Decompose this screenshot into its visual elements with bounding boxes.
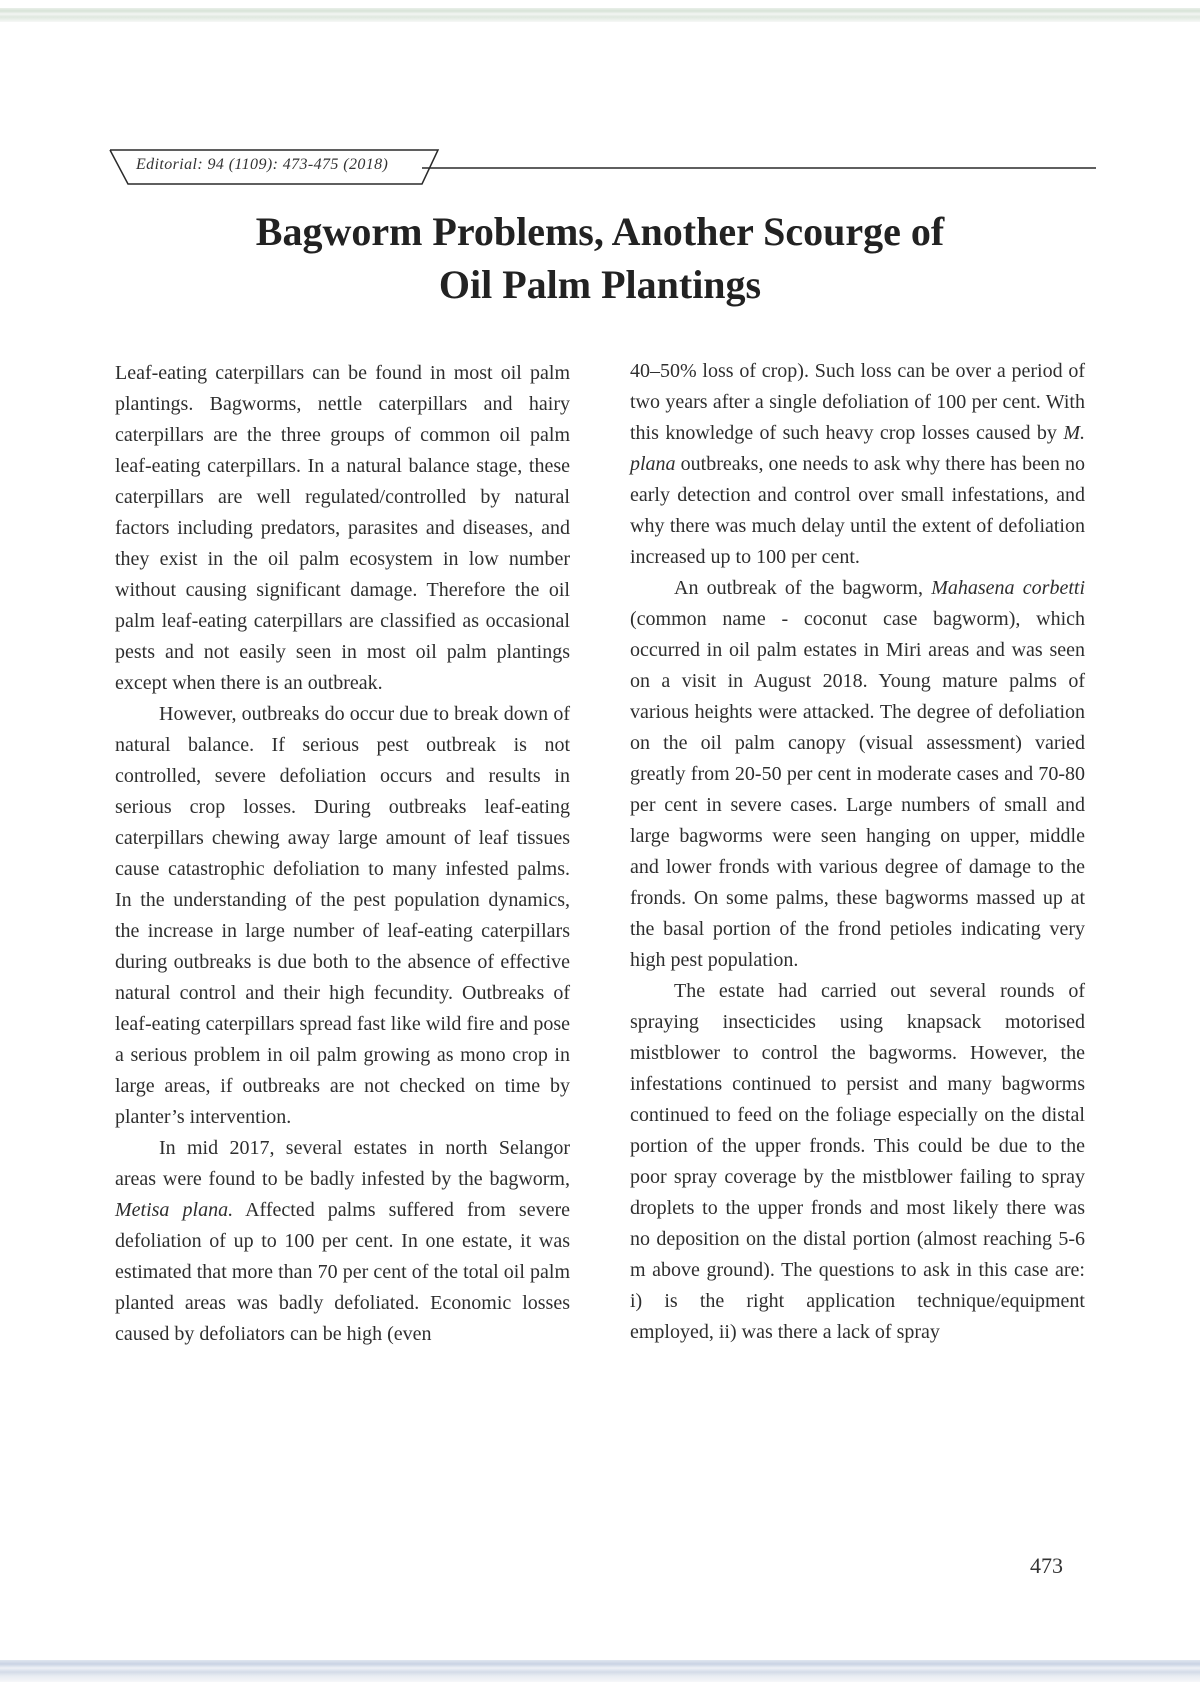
text-run: In mid 2017, several estates in north Selangor areas were found to be badly infested by the bagworm, — [115, 1137, 570, 1190]
article-title — [100, 205, 1100, 311]
title-line-2: Oil Palm Plantings — [438, 262, 762, 307]
text-run: Affected palms suffered from severe defoliation of up to 100 per cent. In one estate, it was estimated that more than 70 per cent of the total oil palm planted areas was badly defoliated. Economic losses caused by defoliators can be high (even — [115, 1199, 570, 1345]
right-column — [630, 356, 1085, 1348]
paragraph — [630, 573, 1085, 976]
paragraph — [115, 1133, 570, 1350]
species-name: Metisa plana. — [115, 1199, 234, 1221]
scan-edge-bottom — [0, 1660, 1200, 1682]
paragraph: However, outbreaks do occur due to break down of natural balance. If serious pest outbreak is not controlled, severe defoliation occurs and results in serious crop losses. During outbreaks leaf-eating caterpillars chewing away large amount of leaf tissues cause catastrophic defoliation to many infested palms. In the understanding of the pest population dynamics, the increase in large number of leaf-eating caterpillars during outbreaks is due both to the absence of effective natural control and their high fecundity. Outbreaks of leaf-eating caterpillars spread fast like wild fire and pose a serious problem in oil palm growing as mono crop in large areas, if outbreaks are not checked on time by planter’s intervention. — [115, 703, 570, 1128]
left-column — [115, 358, 570, 1350]
text-run: 40–50% loss of crop). Such loss can be over a period of two years after a single defoliation of 100 per cent. With this knowledge of such heavy crop losses caused by — [630, 360, 1085, 444]
scan-edge-top — [0, 8, 1200, 22]
species-name: Mahasena corbetti — [931, 577, 1085, 599]
species-name: M. plana — [630, 422, 1085, 475]
editorial-header — [108, 148, 1108, 190]
text-run: outbreaks, one needs to ask why there has been no early detection and control over small infestations, and why there was much delay until the extent of defoliation increased up to 100 per cent. — [630, 453, 1085, 568]
text-run: An outbreak of the bagworm, — [674, 577, 932, 599]
editorial-citation: Editorial: 94 (1109): 473-475 (2018) — [136, 156, 389, 173]
paragraph — [630, 356, 1085, 573]
paragraph: Leaf-eating caterpillars can be found in most oil palm plantings. Bagworms, nettle caterpillars and hairy caterpillars are the three groups of common oil palm leaf-eating caterpillars. In a natural balance stage, these caterpillars are well regulated/controlled by natural factors including predators, parasites and diseases, and they exist in the oil palm ecosystem in low number without causing significant damage. Therefore the oil palm leaf-eating caterpillars are classified as occasional pests and not easily seen in most oil palm plantings except when there is an outbreak. — [115, 362, 570, 694]
title-line-1: Bagworm Problems, Another Scourge of — [255, 209, 945, 254]
paragraph: The estate had carried out several rounds of spraying insecticides using knapsack motorised mistblower to control the bagworms. However, the infestations continued to persist and many bagworms continued to feed on the foliage especially on the distal portion of the upper fronds. This could be due to the poor spray coverage by the mistblower failing to spray droplets to the upper fronds and most likely there was no deposition on the distal portion (almost reaching 5-6 m above ground). The questions to ask in this case are: i) is the right application technique/equipment employed, ii) was there a lack of spray — [630, 980, 1085, 1343]
page-number: 473 — [1030, 1553, 1063, 1578]
text-run: (common name - coconut case bagworm), which occurred in oil palm estates in Miri areas and was seen on a visit in August 2018. Young mature palms of various heights were attacked. The degree of defoliation on the oil palm canopy (visual assessment) varied greatly from 20-50 per cent in moderate cases and 70-80 per cent in severe cases. Large numbers of small and large bagworms were seen hanging on upper, middle and lower fronds with various degree of damage to the fronds. On some palms, these bagworms massed up at the basal portion of the frond petioles indicating very high pest population. — [630, 608, 1085, 971]
